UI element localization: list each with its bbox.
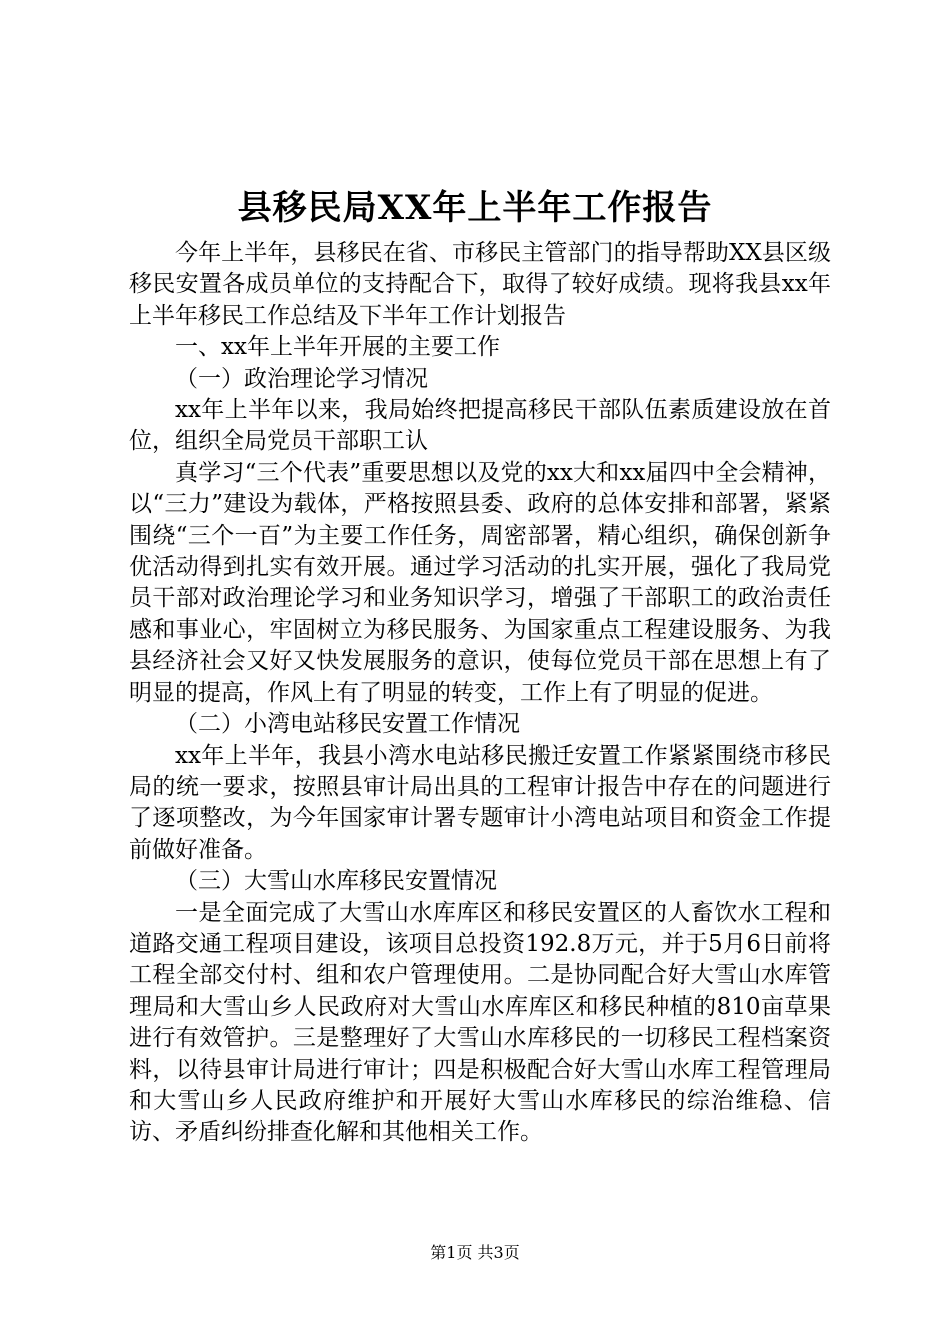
- heading-subsection-2: （二）小湾电站移民安置工作情况: [175, 711, 520, 738]
- paragraph-study-1: xx年上半年以来，我局始终把提高移民干部队伍素质建设放在首位，组织全局党员干部职工认: [129, 397, 831, 455]
- heading-section-1: 一、xx年上半年开展的主要工作: [175, 334, 500, 361]
- paragraph-xiaowan: xx年上半年，我县小湾水电站移民搬迁安置工作紧紧围绕市移民局的统一要求，按照县审计局出具的工程审计报告中存在的问题进行了逐项整改，为今年国家审计署专题审计小湾电站项目和资金工作提前做好准备。: [129, 742, 831, 863]
- heading-subsection-3: （三）大雪山水库移民安置情况: [175, 868, 497, 895]
- paragraph-intro: 今年上半年，县移民在省、市移民主管部门的指导帮助XX县区级移民安置各成员单位的支持配合下，取得了较好成绩。现将我县xx年上半年移民工作总结及下半年工作计划报告: [129, 240, 831, 329]
- paragraph-daxueshan: 一是全面完成了大雪山水库库区和移民安置区的人畜饮水工程和道路交通工程项目建设，该项目总投资192.8万元，并于5月6日前将工程全部交付村、组和农户管理使用。二是协同配合好大雪山水库管理局和大雪山乡人民政府对大雪山水库库区和移民种植的810亩草果进行有效管护。三是整理好了大雪山水库移民的一切移民工程档案资料，以待县审计局进行审计；四是积极配合好大雪山水库工程管理局和大雪山乡人民政府维护和开展好大雪山水库移民的综治维稳、信访、矛盾纠纷排查化解和其他相关工作。: [129, 899, 831, 1146]
- document-title: 县移民局XX年上半年工作报告: [237, 188, 713, 228]
- heading-subsection-1: （一）政治理论学习情况: [175, 365, 428, 392]
- page-footer: 第1页 共3页: [430, 1243, 520, 1262]
- document-body: [129, 238, 831, 1149]
- paragraph-study-2: 真学习“三个代表”重要思想以及党的xx大和xx届四中全会精神，以“三力”建设为载体，严格按照县委、政府的总体安排和部署，紧紧围绕“三个一百”为主要工作任务，周密部署，精心组织，确保创新争优活动得到扎实有效开展。通过学习活动的扎实开展，强化了我局党员干部对政治理论学习和业务知识学习，增强了干部职工的政治责任感和事业心，牢固树立为移民服务、为国家重点工程建设服务、为我县经济社会又好又快发展服务的意识，使每位党员干部在思想上有了明显的提高，作风上有了明显的转变，工作上有了明显的促进。: [129, 459, 831, 706]
